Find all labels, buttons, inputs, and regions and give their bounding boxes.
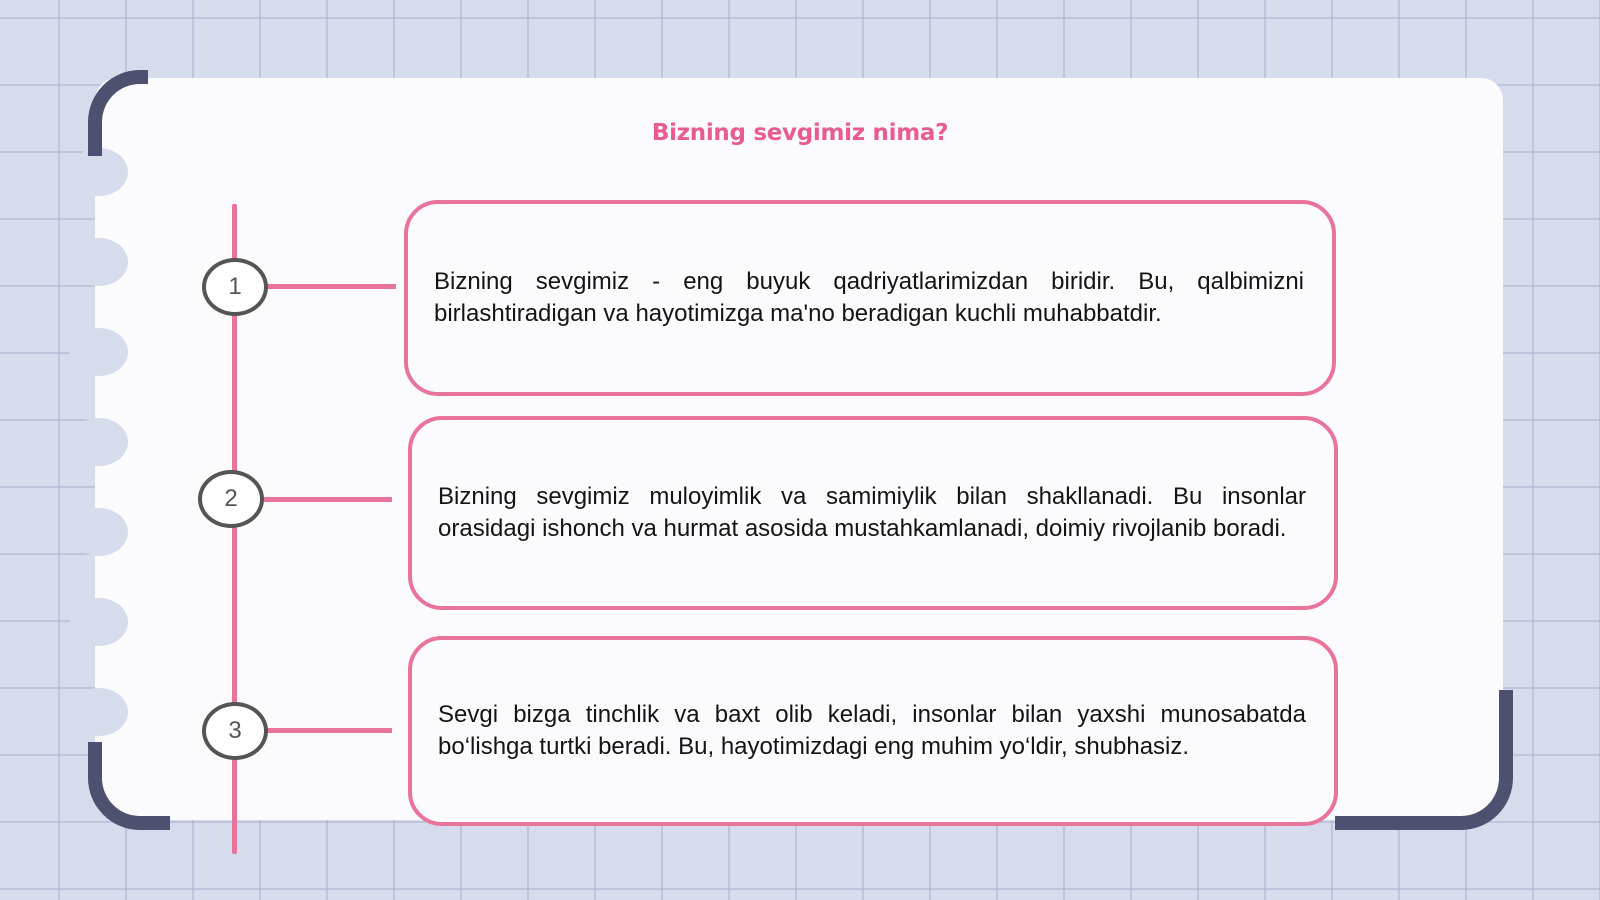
- card-text-2: Bizning sevgimiz muloyimlik va samimiylik bilan shakllanadi. Bu insonlar orasidagi ishonch va hurmat asosida mustahkamlanadi, doimiy rivojlanib boradi.: [438, 483, 1306, 542]
- notebook-hole: [70, 508, 128, 556]
- notebook-hole: [70, 598, 128, 646]
- slide-title: Bizning sevgimiz nima?: [651, 120, 949, 146]
- timeline-card-3: [408, 636, 1338, 826]
- notebook-hole: [70, 238, 128, 286]
- notebook-hole: [70, 328, 128, 376]
- notebook-hole: [70, 688, 128, 736]
- step-number-badge-2: 2: [198, 470, 264, 528]
- step-number-badge-3: 3: [202, 702, 268, 760]
- frame-corner-bottom-right: [1335, 690, 1513, 830]
- notebook-hole: [70, 418, 128, 466]
- card-text-1: Bizning sevgimiz - eng buyuk qadriyatlarimizdan biridir. Bu, qalbimizni birlashtiradigan va hayotimizga ma'no beradigan kuchli muhabbatdir.: [434, 268, 1304, 327]
- step-number-badge-1: 1: [202, 258, 268, 316]
- timeline-connector-1: [266, 284, 396, 289]
- timeline-connector-2: [262, 497, 392, 502]
- frame-corner-top-left: [88, 70, 148, 156]
- timeline-card-2: [408, 416, 1338, 610]
- frame-corner-bottom-left: [88, 742, 170, 830]
- card-text-3: Sevgi bizga tinchlik va baxt olib keladi, insonlar bilan yaxshi munosabatda bo‘lishga turtki beradi. Bu, hayotimizdagi eng muhim yo‘ldir, shubhasiz.: [438, 701, 1306, 760]
- timeline-connector-3: [266, 728, 392, 733]
- timeline-card-1: [404, 200, 1336, 396]
